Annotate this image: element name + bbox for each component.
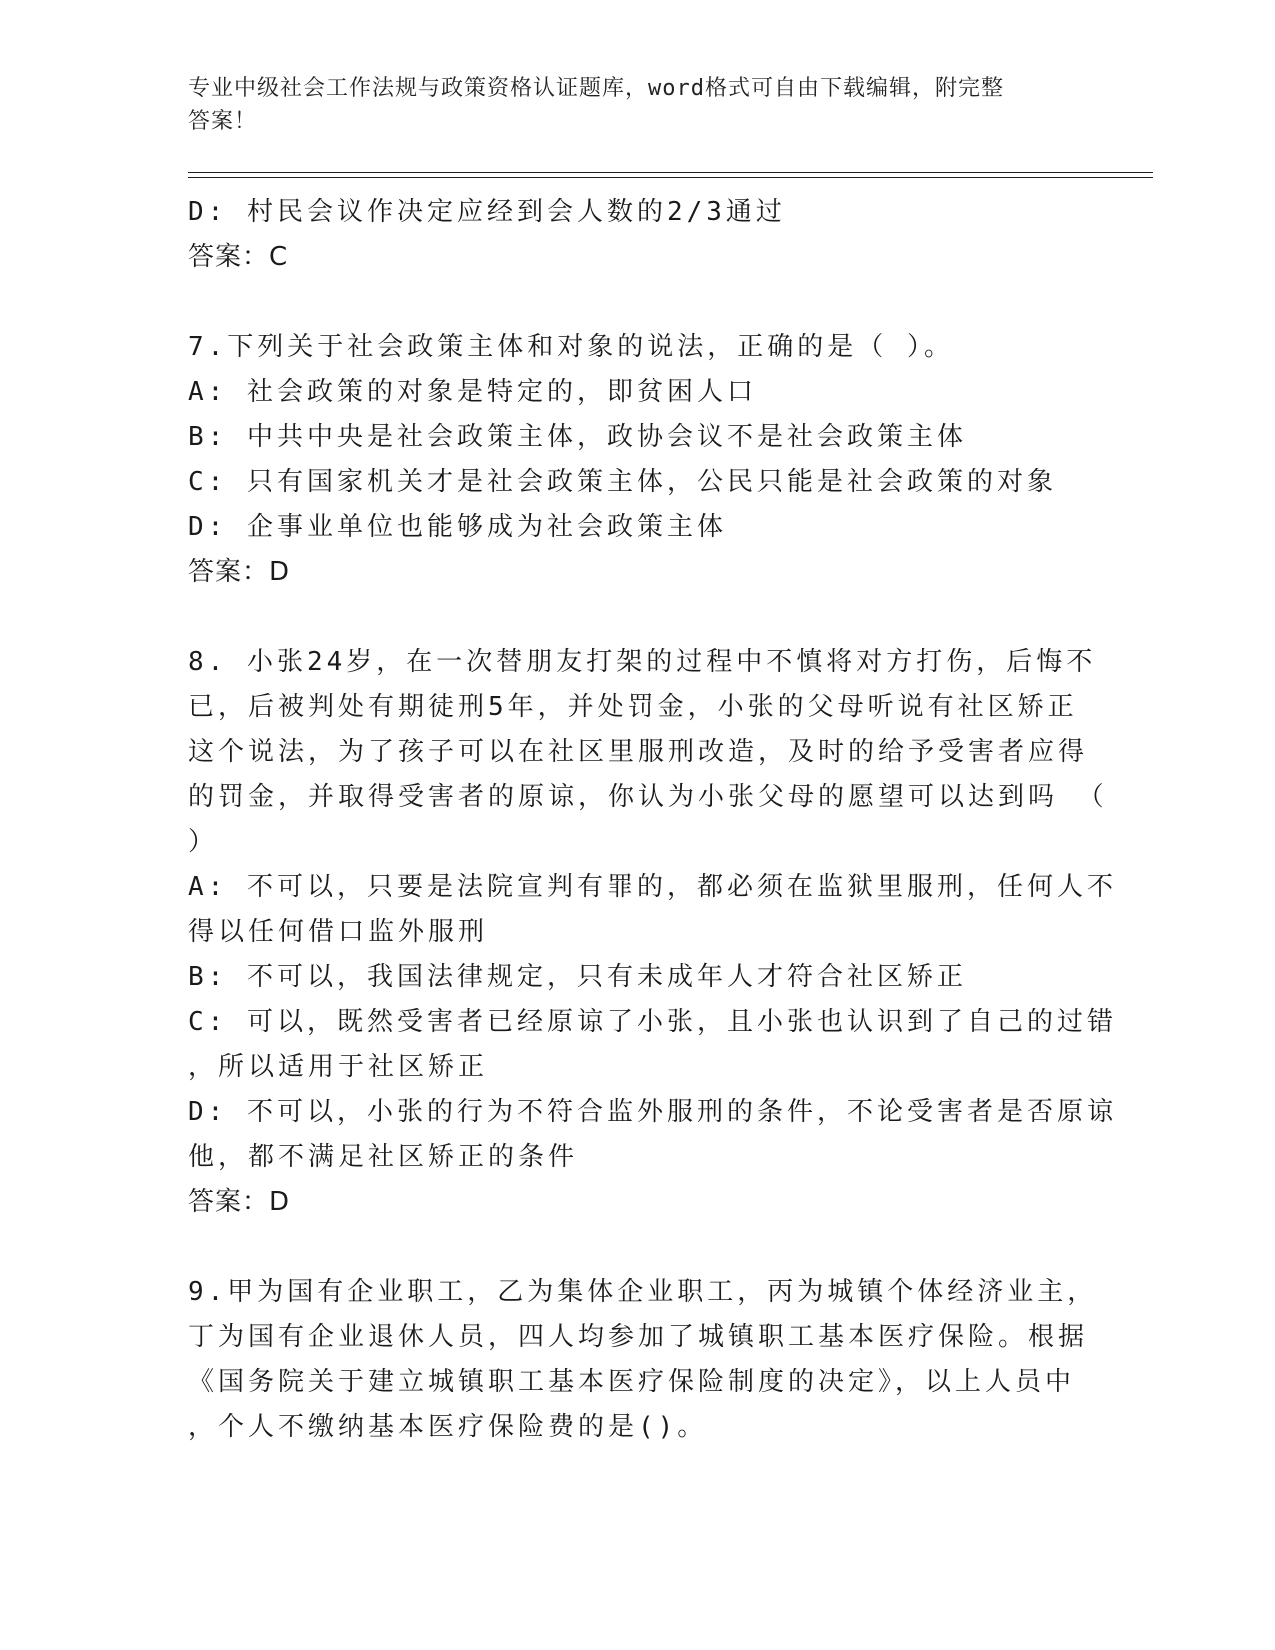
q9-stem-line: 丁为国有企业退休人员，四人均参加了城镇职工基本医疗保险。根据 <box>188 1322 1089 1352</box>
q8-stem-line: 8. 小张24岁，在一次替朋友打架的过程中不慎将对方打伤，后悔不 <box>188 647 1097 677</box>
q7-option-d: D: 企事业单位也能够成为社会政策主体 <box>188 512 727 542</box>
q8-stem-line: 的罚金，并取得受害者的原谅，你认为小张父母的愿望可以达到吗 （ <box>188 782 1108 812</box>
question-7 <box>188 325 1088 595</box>
q7-answer: 答案：D <box>188 557 291 587</box>
question-8 <box>188 640 1117 1225</box>
q8-stem-line: 这个说法，为了孩子可以在社区里服刑改造，及时的给予受害者应得 <box>188 737 1089 767</box>
q8-stem-line: 已，后被判处有期徒刑5年，并处罚金，小张的父母听说有社区矫正 <box>188 692 1078 722</box>
q8-option-b: B: 不可以，我国法律规定，只有未成年人才符合社区矫正 <box>188 962 967 992</box>
document-header <box>188 72 1088 138</box>
spacer <box>188 595 1088 640</box>
q8-option-d-line: D: 不可以，小张的行为不符合监外服刑的条件，不论受害者是否原谅 <box>188 1097 1117 1127</box>
q7-stem: 7.下列关于社会政策主体和对象的说法，正确的是（ ）。 <box>188 332 954 362</box>
q9-stem-line: ，个人不缴纳基本医疗保险费的是()。 <box>188 1412 708 1442</box>
q8-answer: 答案：D <box>188 1187 291 1217</box>
header-divider-bottom <box>188 177 1153 178</box>
question-9 <box>188 1270 1098 1450</box>
q8-stem-line: ） <box>188 827 219 857</box>
spacer <box>188 1225 1088 1270</box>
q8-option-a-line: A: 不可以，只要是法院宣判有罪的，都必须在监狱里服刑，任何人不 <box>188 872 1117 902</box>
q9-stem-line: 《国务院关于建立城镇职工基本医疗保险制度的决定》，以上人员中 <box>188 1367 1076 1397</box>
q7-option-b: B: 中共中央是社会政策主体，政协会议不是社会政策主体 <box>188 422 967 452</box>
q6-answer: 答案：C <box>188 242 289 272</box>
q8-option-c-line: ，所以适用于社区矫正 <box>188 1052 489 1082</box>
q8-option-c-line: C: 可以，既然受害者已经原谅了小张，且小张也认识到了自己的过错 <box>188 1007 1117 1037</box>
header-line-2: 答案！ <box>188 109 258 134</box>
question-6-tail <box>188 190 1088 280</box>
spacer <box>188 280 1088 325</box>
q6-option-d: D: 村民会议作决定应经到会人数的2/3通过 <box>188 197 786 227</box>
q8-option-a-line: 得以任何借口监外服刑 <box>188 917 489 947</box>
q7-option-c: C: 只有国家机关才是社会政策主体，公民只能是社会政策的对象 <box>188 467 1057 497</box>
header-divider-top <box>188 172 1153 173</box>
question-content <box>188 190 1117 1450</box>
q9-stem-line: 9.甲为国有企业职工，乙为集体企业职工，丙为城镇个体经济业主， <box>188 1277 1098 1307</box>
q8-option-d-line: 他，都不满足社区矫正的条件 <box>188 1142 579 1172</box>
header-line-1: 专业中级社会工作法规与政策资格认证题库，word格式可自由下载编辑，附完整 <box>188 76 1004 101</box>
q7-option-a: A: 社会政策的对象是特定的，即贫困人口 <box>188 377 757 407</box>
